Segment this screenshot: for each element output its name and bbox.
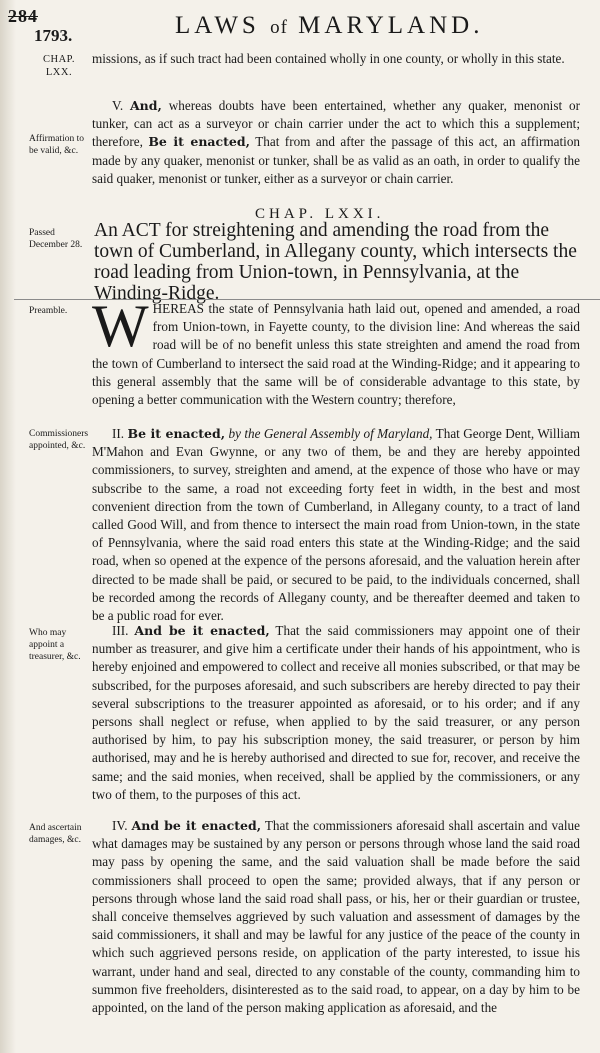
section-4-enact: And be it enacted,	[131, 818, 262, 833]
preamble-paragraph	[92, 293, 580, 409]
section-3-number: III.	[112, 623, 129, 638]
section-2-number: II.	[112, 426, 125, 441]
section-4	[92, 817, 580, 1017]
section-2-authority: by the General Assembly of Maryland,	[228, 426, 433, 441]
running-head-state: MARYLAND.	[298, 12, 484, 39]
page-gutter	[0, 0, 16, 1053]
margin-note-treasurer: Who may appoint a treasurer, &c.	[29, 628, 81, 662]
section-5-lead: And,	[129, 98, 162, 113]
section-5-number: V.	[112, 98, 124, 113]
chapter-heading: CHAP. LXXI.	[255, 206, 385, 222]
section-3-paragraph	[92, 622, 580, 804]
section-4-number: IV.	[112, 818, 128, 833]
section-5-text-a: whereas doubts have been entertained, whether any quaker, menonist or tunker, can act as a surveyor or chain carrier under the act to which this a supplement; therefore,	[92, 98, 580, 150]
year-marker: 1793.	[34, 26, 73, 45]
section-2-enact: Be it enacted,	[127, 426, 226, 441]
section-3	[92, 622, 580, 804]
act-title: An ACT for streightening and amending the road from the town of Cumberland, in Allegany county, which intersects the road leading from Union-town, in Pennsylvania, at the Winding-Ridge.	[94, 220, 577, 304]
section-4-paragraph	[92, 817, 580, 1017]
section-continuation	[92, 50, 580, 68]
section-3-enact: And be it enacted,	[134, 623, 270, 638]
section-3-text: That the said commissioners may appoint one of their number as treasurer, and give him a certificate under their hands of his appointment, who is hereby enjoined and empowered to collect and receive all monies subscribed, or that may be subscribed, for the purposes aforesaid, and such subscribers are hereby directed to pay their several subscriptions to the treasurer appointed as aforesaid, or to his order; and if any persons shall neglect or refuse, when applied to by the said treasurer, or any person authorised by him, to pay his subscription money, the said treasurer, or person by him authorised, may and he is hereby authorised and directed to sue for, recover, and receive the same; and the said monies, when received, shall be applied by the commissioners, or any two of them, to the purposes of this act.	[92, 623, 581, 802]
section-5	[92, 97, 580, 188]
running-head	[175, 12, 483, 40]
section-5-enact: Be it enacted,	[148, 134, 250, 150]
section-2	[92, 425, 580, 625]
page-number: 284	[8, 6, 38, 26]
margin-chap-70: CHAP. LXX.	[43, 54, 75, 78]
section-2-paragraph	[92, 425, 580, 625]
running-head-laws: LAWS	[175, 12, 260, 39]
drop-cap: W	[92, 293, 149, 359]
margin-note-commissioners: Commissioners appointed, &c.	[29, 429, 89, 451]
section-5-text-b: That from and after the passage of this act, an affirmation made by any quaker, menonist or tunker, shall be as valid as an oath, in order to qualify the said quaker, menonist or tunker, either as a surveyor or chain carrier.	[92, 134, 581, 186]
section-4-text: That the commissioners aforesaid shall ascertain and value what damages may be sustained by any person or persons through whose land the said road may pass by opening the same, and the said valuation shall be made before the said commissioners shall proceed to open the same; provided always, that if any person or persons through whose land the said road shall pass, or his, her or their guardian or trustee, shall conceive themselves aggrieved by such valuation and assessment of damages by the said commissioners, it shall and may be lawful for any justice of the peace of the county in which such aggrieved persons reside, on application of the party interested, to issue his warrant, under hand and seal, directed to any constable of the county, commanding him to summon five freeholders, disinterested as to the said road, to appear, on a day by him to be appointed, on the land of the person making application as aforesaid, and the	[92, 818, 580, 1016]
section-2-text: That George Dent, William M'Mahon and Evan Gwynne, or any two of them, be and they are hereby appointed commissioners, to survey, streighten and amend, at the expence of those who have or may subscribe to the same, a road not exceeding forty feet in width, in the best and most convenient direction from the town of Cumberland, in Allegany county, to a tract of land called Good Will, and from thence to intersect the main road from Union-town, in the state of Pennsylvania, where the said road enters this state at the Winding-Ridge; and the said road, when so opened at the expence of the persons aforesaid, and the valuation herein after directed to be made shall be paid, or secured to be paid, to the individuals concerned, shall be recorded among the records of Allegany county, and be thereafter deemed and taken to be a public road for ever.	[92, 426, 581, 624]
margin-note-affirmation: Affirmation to be valid, &c.	[29, 134, 84, 156]
margin-note-damages: And ascertain damages, &c.	[29, 823, 82, 845]
section-5-paragraph	[92, 97, 580, 188]
margin-note-preamble: Preamble.	[29, 306, 68, 316]
continuation-paragraph: missions, as if such tract had been contained wholly in one county, or wholly in this state.	[92, 51, 565, 66]
margin-note-passed: Passed December 28.	[29, 228, 83, 250]
running-head-of: of	[270, 17, 288, 38]
preamble	[92, 293, 580, 409]
preamble-text: HEREAS the state of Pennsylvania hath laid out, opened and amended, a road from Union-town, in Fayette county, to the division line: And whereas the said road will be of no benefit unless this state streighten and amend the road from the town of Cumberland to intersect the said road at the Winding-Ridge; and it appearing to this general assembly that the same will be of considerable advantage to this state, by opening a better communication with the Western country; therefore,	[92, 301, 580, 408]
